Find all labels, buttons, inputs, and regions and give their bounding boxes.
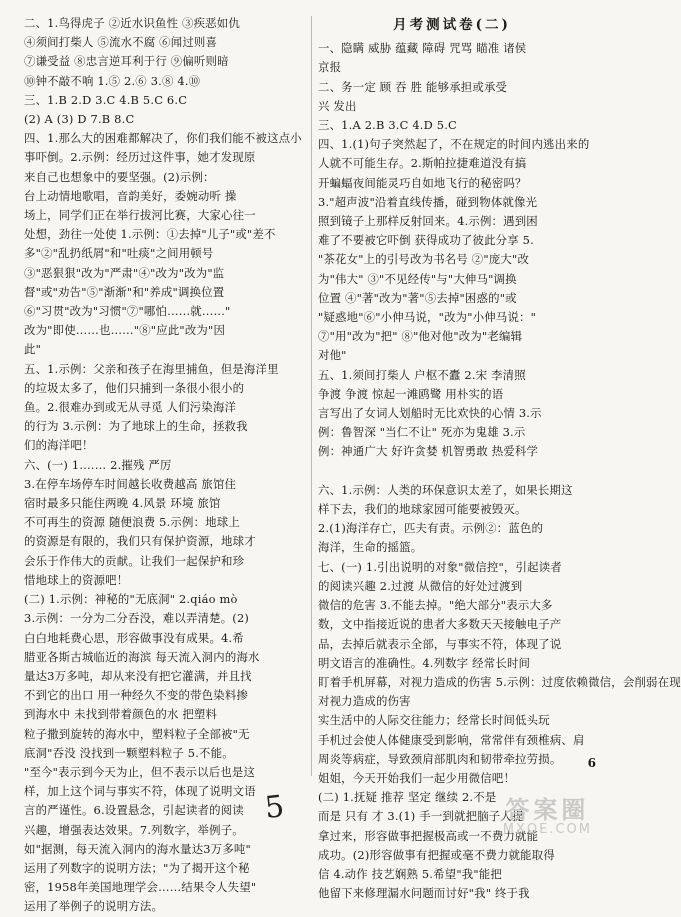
left-answer-line: 惜地球上的资源吧！ — [24, 572, 129, 587]
right-answer-line: "疑惑地"⑥"小伸马说，"改为"小伸马说：" — [318, 310, 537, 325]
right-column — [318, 14, 681, 903]
left-answer-line: 督"或"劝告"⑤"渐渐"和"养成"调换位置 — [24, 284, 225, 299]
left-answer-line: 宿时最多只能住两晚 4.风景 环境 旅馆 — [24, 496, 221, 511]
left-answer-line: 不到它的出口 用一种经久不变的带色染料掺 — [24, 688, 249, 703]
left-answer-line: 改为"即使……也……"⑧"应此"改为"因 — [24, 323, 226, 338]
right-answer-line: 海洋，生命的摇篮。 — [318, 540, 423, 555]
right-answer-line: 而是 只有 才 3.(1) 手一到就把脑子人提 — [318, 809, 524, 824]
left-answer-line: 运用了举例子的说明方法。 — [24, 899, 164, 914]
right-answer-line: 例：鲁智深 "当仁不让" 死亦为鬼雄 3.示 — [318, 425, 526, 440]
right-answer-line: 为"伟大" ③"不见经传"与"大伸马"调换 — [318, 271, 517, 286]
left-answer-line: 3.在停车场停车时间越长收费越高 旅馆住 — [24, 476, 237, 491]
left-answer-line: 六、(一) 1.…… 2.摧残 严厉 — [24, 457, 172, 472]
right-answer-line: 对视力造成的伤害 — [318, 694, 411, 709]
left-answer-line: ③"恶狠狠"改为"严肃"④"改为"改为"监 — [24, 265, 225, 280]
left-answer-line: 腊亚各斯古城临近的海滨 每天流入洞内的海水 — [24, 649, 260, 664]
left-answer-line: "至今"表示到今天为止，但不表示以后也是这 — [24, 764, 256, 779]
right-answer-line: 一、隐瞒 威胁 蕴藏 障碍 咒骂 瞄准 诸侯 — [318, 41, 527, 56]
left-answer-line: 粒子撒到旋转的海水中，塑料粒子全部被"无 — [24, 726, 250, 741]
right-answer-line: 2.(1)海洋存亡，匹夫有责。示例②：蓝色的 — [318, 521, 544, 536]
right-answer-line: 五、1.须间打柴人 户枢不蠹 2.宋 李清照 — [318, 367, 526, 382]
left-answer-line: 的行为 3.示例：为了地球上的生命，拯救我 — [24, 419, 248, 434]
left-answer-line: 们的海洋吧！ — [24, 438, 94, 453]
section-title: 月考测试卷(二) — [393, 17, 511, 33]
left-answer-line: (二) 1.示例：神秘的"无底洞" 2.qiáo mò — [24, 592, 238, 607]
watermark-site: MXQE.COM — [502, 821, 592, 837]
left-answer-line: 不可再生的资源 随便浪费 5.示例：地球上 — [24, 515, 240, 530]
right-answer-line: (二) 1.抚疑 推荐 坚定 继续 2.不是 — [318, 790, 497, 805]
right-answer-line: 七、(一) 1.引出说明的对象"微信控"，引起读者 — [318, 559, 562, 574]
left-answer-line: 密，1958年美国地理学会……结果令人失望" — [24, 880, 257, 895]
left-answer-line: 言的严谨性。6.设置悬念，引起读者的阅读 — [24, 803, 244, 818]
right-column-lines — [318, 39, 681, 903]
left-answer-line: ⑩钟不敲不响 1.⑤ 2.⑥ 3.⑧ 4.⑩ — [24, 73, 201, 88]
watermark — [502, 795, 592, 839]
left-answer-line: 二、1.鸟得虎子 ②近水识鱼性 ③疾恶如仇 — [24, 16, 240, 30]
right-answer-line: 言写出了女词人划船时无比欢快的心情 3.示 — [318, 406, 542, 421]
right-answer-line: 难了不要被它吓倒 获得成功了彼此分享 5. — [318, 233, 534, 248]
left-answer-line: 四、1.那么大的困难都解决了，你们我们能不被这点小 — [24, 131, 302, 146]
right-answer-line: 争渡 争渡 惊起一滩鸥鹭 用朴实的语 — [318, 386, 504, 401]
left-answer-line: 三、1.B 2.D 3.C 4.B 5.C 6.C — [24, 92, 188, 107]
right-answer-line: 实生活中的人际交往能力；经常长时间低头玩 — [318, 713, 550, 728]
right-answer-line: 明文语言的准确性。4.列数字 经常长时间 — [318, 655, 531, 670]
right-answer-line: 成功。(2)形容做事有把握或毫不费力就能取得 — [318, 847, 555, 862]
left-answer-line: 底洞"吞没 没找到一颗塑料粒子 5.不能。 — [24, 745, 234, 760]
left-answer-line: ⑦谦受益 ⑧忠言逆耳利于行 ⑨偏听则暗 — [24, 54, 229, 69]
left-answer-line: 兴趣，增强表达效果。7.列数字，举例子。 — [24, 822, 244, 837]
page-number: 5 — [263, 789, 286, 826]
left-column — [24, 14, 306, 917]
right-answer-line: 样下去，我们的地球家园可能要被毁灭。 — [318, 502, 527, 517]
right-answer-line: 对他" — [318, 348, 347, 363]
right-answer-line: 例：神通广大 好许贪婪 机智勇敢 热爱科学 — [318, 444, 539, 459]
left-answer-line: 的垃圾太多了，他们只捕到一条很小很小的 — [24, 380, 245, 395]
left-answer-line: (2) A (3) D 7.B 8.C — [24, 112, 135, 127]
right-answer-line: 二、务一定 顾 吞 胜 能够承担或承受 — [318, 79, 508, 94]
left-answer-line: 处想，劲往一处使 1.示例：①去掉"儿子"或"差不 — [24, 227, 276, 242]
right-answer-line — [318, 462, 586, 481]
left-answer-line: 样，加上这个词与事实不符，体现了说明文语 — [24, 784, 256, 799]
right-answer-line: 3."超声波"沿着直线传播，碰到物体就像光 — [318, 194, 538, 209]
left-answer-line: 鱼。2.很难办到或无从寻觅 人们污染海洋 — [24, 400, 237, 415]
right-answer-line: 四、1.(1)句子突然起了，不在规定的时间内逃出来的 — [318, 137, 590, 152]
left-answer-line: 白白地耗费心思，形容做事没有成果。4.希 — [24, 630, 244, 645]
edge-page-mark: 6 — [587, 756, 596, 770]
right-answer-line: 拿过来，形容做事把握极高或一不费力就能 — [318, 828, 539, 843]
right-answer-line: ⑦"用"改为"把" ⑧"他对他"改为"老编辑 — [318, 329, 523, 344]
right-answer-line: 京报 — [318, 60, 342, 75]
left-answer-line: ⑥"习贯"改为"习惯"⑦"哪怕……就……" — [24, 304, 231, 319]
left-answer-line: 此" — [24, 342, 42, 357]
left-answer-line: 来自己也想象中的要坚强。(2)示例： — [24, 169, 215, 184]
right-answer-line: 六、1.示例：人类的环保意识太差了，如果长期这 — [318, 482, 573, 497]
left-answer-line: 多"②"乱扔纸屑"和"吐痰"之间用顿号 — [24, 246, 214, 261]
right-answer-line: 人就不可能生存。2.斯帕拉捷难道没有搞 — [318, 156, 527, 171]
left-answer-line: 事吓倒。2.示例：经历过这件事，她才发现原 — [24, 150, 256, 165]
right-answer-line: 位置 ④"著"改为"著"⑤去掉"困惑的"或 — [318, 290, 517, 305]
right-answer-line: 手机过会使人体健康受到影响，常常伴有颈椎病、肩 — [318, 732, 585, 747]
right-answer-line: 的阅读兴趣 2.过渡 从微信的好处过渡到 — [318, 578, 523, 593]
right-answer-line: 数，文中指接近说的患者大多数天天接触电子产 — [318, 617, 562, 632]
left-answer-line: 场上，同学们正在举行拔河比赛，大家心往一 — [24, 208, 256, 223]
right-answer-line: 微信的危害 3.不能去掉。"绝大部分"表示大多 — [318, 598, 553, 613]
left-answer-line: 运用了列数字的说明方法；"为了揭开这个秘 — [24, 860, 250, 875]
right-answer-line: 他留下来修理漏水问题而讨好"我" 终于我 — [318, 886, 530, 901]
right-answer-line: "茶花女"上的引号改为书名号 ②"庞大"改 — [318, 252, 530, 267]
watermark-logo: 答案圈 — [505, 795, 590, 824]
column-divider — [311, 16, 312, 776]
left-answer-line: 五、1.示例：父亲和孩子在海里捕鱼，但是海洋里 — [24, 361, 279, 376]
left-answer-line: ④须间打柴人 ⑤流水不腐 ⑥闻过则喜 — [24, 35, 218, 50]
left-answer-line: 到海水中 未找到带着颜色的水 把塑料 — [24, 707, 218, 722]
right-answer-line: 兴 发出 — [318, 98, 357, 113]
right-answer-line: 姐姐，今天开始我们一起少用微信吧！ — [318, 770, 516, 785]
right-answer-line: 开蝙蝠夜间能灵巧自如地飞行的秘密吗？ — [318, 175, 527, 190]
left-answer-line: 会乐于作伟大的贡献。让我们一起保护和珍 — [24, 553, 245, 568]
right-answer-line: 品，去掉后就表示全部，与事实不符，体现了说 — [318, 636, 562, 651]
right-answer-line: 周炎等病症，导致颈肩部肌肉和韧带牵拉劳损。 — [318, 751, 562, 766]
right-answer-line: 照到镜子上那样反射回来。4.示例：遇到困 — [318, 214, 538, 229]
left-answer-line: 如"据测，每天流入洞内的海水量达3万多吨" — [24, 841, 251, 856]
left-answer-line: 的资源是有限的，我们只有保护资源，地球才 — [24, 534, 256, 549]
right-answer-line: 盯着手机屏幕，对视力造成的伤害 5.示例：过度依赖微信，会削弱在现 — [318, 674, 681, 689]
left-answer-line: 量达3万多吨，却从来没有把它灌满，并且找 — [24, 668, 252, 683]
left-answer-line: 3.示例：一分为二分吞没，难以弄清楚。(2) — [24, 611, 250, 626]
right-answer-line: 信 4.动作 技艺娴熟 5.希望"我"能把 — [318, 866, 502, 881]
right-answer-line: 三、1.A 2.B 3.C 4.D 5.C — [318, 118, 457, 133]
left-answer-line: 台上动情地歌唱，音韵美好，委婉动听 操 — [24, 188, 237, 203]
